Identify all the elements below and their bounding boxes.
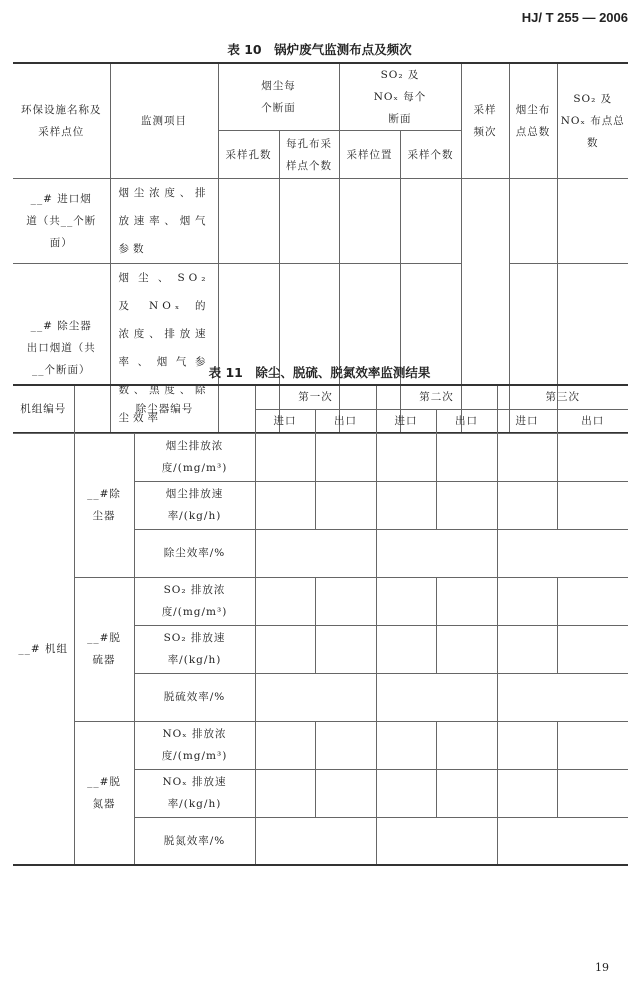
col-header: 烟尘布点总数 bbox=[509, 63, 557, 179]
value-cell[interactable] bbox=[255, 721, 315, 769]
efficiency-cell[interactable] bbox=[376, 529, 497, 577]
value-cell[interactable] bbox=[557, 769, 628, 817]
value-cell[interactable] bbox=[376, 577, 436, 625]
outlet-header: 出口 bbox=[315, 409, 376, 433]
round-header: 第一次 bbox=[255, 385, 376, 409]
value-cell[interactable] bbox=[436, 433, 497, 481]
equipment-name: __#脱硫器 bbox=[74, 577, 134, 721]
table-row bbox=[13, 721, 628, 769]
value-cell[interactable] bbox=[255, 481, 315, 529]
outlet-header: 出口 bbox=[436, 409, 497, 433]
value-cell[interactable] bbox=[376, 433, 436, 481]
monitoring-item: 烟尘、SO₂ 及 NOₓ 的浓度、排放速率、烟气参数、黑度、除尘效率 bbox=[110, 264, 218, 434]
equipment-name: __#除尘器 bbox=[74, 433, 134, 577]
cell[interactable] bbox=[509, 179, 557, 264]
table-row bbox=[13, 433, 628, 481]
value-cell[interactable] bbox=[436, 721, 497, 769]
sub-header: 采样个数 bbox=[400, 131, 461, 179]
cell[interactable] bbox=[279, 179, 339, 264]
cell[interactable] bbox=[400, 179, 461, 264]
inlet-header: 进口 bbox=[255, 409, 315, 433]
inlet-header: 进口 bbox=[497, 409, 557, 433]
col-header: 除尘器编号 bbox=[74, 385, 255, 433]
value-cell[interactable] bbox=[315, 481, 376, 529]
value-cell[interactable] bbox=[497, 577, 557, 625]
parameter-label: 除尘效率/% bbox=[134, 529, 255, 577]
value-cell[interactable] bbox=[255, 625, 315, 673]
value-cell[interactable] bbox=[557, 625, 628, 673]
value-cell[interactable] bbox=[255, 769, 315, 817]
efficiency-cell[interactable] bbox=[497, 673, 628, 721]
value-cell[interactable] bbox=[315, 625, 376, 673]
round-header: 第三次 bbox=[497, 385, 628, 409]
table11 bbox=[13, 384, 628, 866]
value-cell[interactable] bbox=[376, 481, 436, 529]
col-header: SO₂ 及 NOₓ 布点总数 bbox=[557, 63, 628, 179]
parameter-label: NOₓ 排放浓度/(mg/m³) bbox=[134, 721, 255, 769]
sub-header: 采样位置 bbox=[339, 131, 400, 179]
efficiency-cell[interactable] bbox=[497, 817, 628, 865]
parameter-label: 烟尘排放浓度/(mg/m³) bbox=[134, 433, 255, 481]
sampling-location: __# 进口烟道（共__个断面） bbox=[13, 179, 110, 264]
cell[interactable] bbox=[218, 179, 279, 264]
outlet-header: 出口 bbox=[557, 409, 628, 433]
efficiency-cell[interactable] bbox=[255, 529, 376, 577]
col-header: 机组编号 bbox=[13, 385, 74, 433]
efficiency-cell[interactable] bbox=[376, 817, 497, 865]
parameter-label: NOₓ 排放速率/(kg/h) bbox=[134, 769, 255, 817]
value-cell[interactable] bbox=[436, 625, 497, 673]
table10-caption: 表 10 锅炉废气监测布点及频次 bbox=[227, 42, 412, 57]
value-cell[interactable] bbox=[557, 577, 628, 625]
unit-number: __# 机组 bbox=[13, 433, 74, 865]
parameter-label: 烟尘排放速率/(kg/h) bbox=[134, 481, 255, 529]
value-cell[interactable] bbox=[255, 577, 315, 625]
table-row bbox=[13, 179, 628, 264]
value-cell[interactable] bbox=[557, 721, 628, 769]
parameter-label: SO₂ 排放速率/(kg/h) bbox=[134, 625, 255, 673]
page-number: 19 bbox=[595, 961, 609, 974]
monitoring-item: 烟尘浓度、排放速率、烟气参数 bbox=[110, 179, 218, 264]
value-cell[interactable] bbox=[376, 769, 436, 817]
efficiency-cell[interactable] bbox=[497, 529, 628, 577]
col-header: 监测项目 bbox=[110, 63, 218, 179]
value-cell[interactable] bbox=[436, 769, 497, 817]
value-cell[interactable] bbox=[497, 481, 557, 529]
cell[interactable] bbox=[339, 179, 400, 264]
value-cell[interactable] bbox=[497, 769, 557, 817]
inlet-header: 进口 bbox=[376, 409, 436, 433]
value-cell[interactable] bbox=[497, 625, 557, 673]
col-header: 采样频次 bbox=[461, 63, 509, 179]
table-row bbox=[13, 577, 628, 625]
value-cell[interactable] bbox=[436, 481, 497, 529]
sampling-location: __# 除尘器出口烟道（共__个断面） bbox=[13, 264, 110, 434]
value-cell[interactable] bbox=[436, 577, 497, 625]
parameter-label: 脱氮效率/% bbox=[134, 817, 255, 865]
value-cell[interactable] bbox=[497, 721, 557, 769]
value-cell[interactable] bbox=[557, 433, 628, 481]
value-cell[interactable] bbox=[557, 481, 628, 529]
value-cell[interactable] bbox=[315, 577, 376, 625]
parameter-label: SO₂ 排放浓度/(mg/m³) bbox=[134, 577, 255, 625]
efficiency-cell[interactable] bbox=[376, 673, 497, 721]
value-cell[interactable] bbox=[315, 769, 376, 817]
value-cell[interactable] bbox=[315, 433, 376, 481]
sub-header: 每孔布采样点个数 bbox=[279, 131, 339, 179]
col-header: SO₂ 及 NOₓ 每个断面 bbox=[339, 63, 461, 131]
value-cell[interactable] bbox=[376, 721, 436, 769]
value-cell[interactable] bbox=[497, 433, 557, 481]
sub-header: 采样孔数 bbox=[218, 131, 279, 179]
col-header: 烟尘每个断面 bbox=[218, 63, 339, 131]
standard-number: HJ/ T 255 — 2006 bbox=[521, 10, 628, 25]
col-header: 环保设施名称及采样点位 bbox=[13, 63, 110, 179]
value-cell[interactable] bbox=[255, 433, 315, 481]
parameter-label: 脱硫效率/% bbox=[134, 673, 255, 721]
value-cell[interactable] bbox=[376, 625, 436, 673]
value-cell[interactable] bbox=[315, 721, 376, 769]
equipment-name: __#脱氮器 bbox=[74, 721, 134, 865]
cell[interactable] bbox=[557, 179, 628, 264]
efficiency-cell[interactable] bbox=[255, 673, 376, 721]
round-header: 第二次 bbox=[376, 385, 497, 409]
efficiency-cell[interactable] bbox=[255, 817, 376, 865]
table11-caption: 表 11 除尘、脱硫、脱氮效率监测结果 bbox=[208, 365, 431, 380]
